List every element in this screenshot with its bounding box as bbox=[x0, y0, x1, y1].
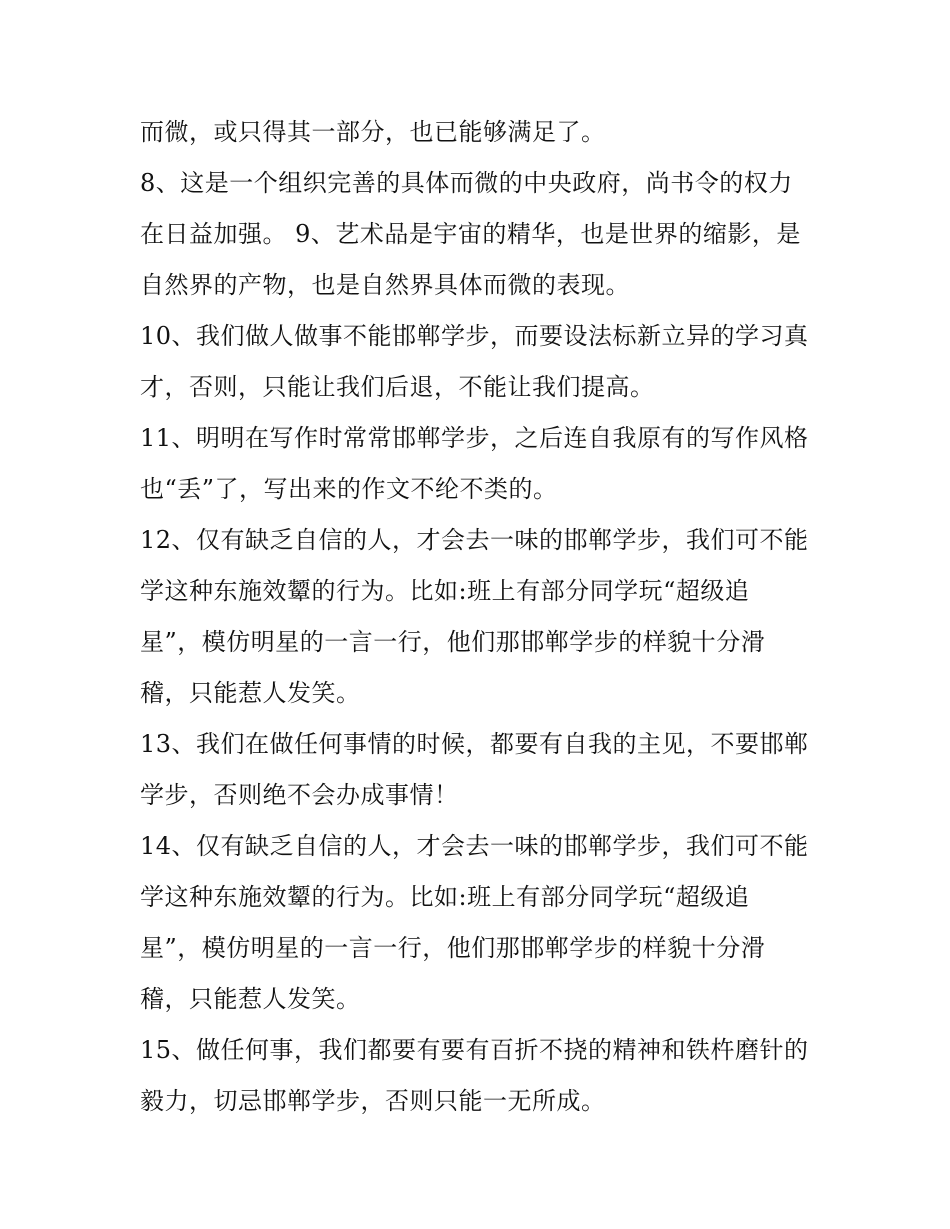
text-line: 稽，只能惹人发笑。 bbox=[140, 985, 361, 1013]
text-line: 14、仅有缺乏自信的人，才会去一味的邯郸学步，我们可不能 bbox=[140, 832, 809, 860]
text-line: 学这种东施效颦的行为。比如:班上有部分同学玩“超级追 bbox=[140, 883, 750, 911]
text-line: 而微，或只得其一部分，也已能够满足了。 bbox=[140, 118, 606, 146]
text-line: 才，否则，只能让我们后退，不能让我们提高。 bbox=[140, 373, 655, 401]
text-line: 12、仅有缺乏自信的人，才会去一味的邯郸学步，我们可不能 bbox=[140, 526, 809, 554]
text-line: 15、做任何事，我们都要有要有百折不挠的精神和铁杵磨针的 bbox=[140, 1036, 809, 1064]
text-line: 星”，模仿明星的一言一行，他们那邯郸学步的样貌十分滑 bbox=[140, 628, 766, 656]
text-line: 学步，否则绝不会办成事情！ bbox=[140, 781, 459, 809]
text-line: 星”，模仿明星的一言一行，他们那邯郸学步的样貌十分滑 bbox=[140, 934, 766, 962]
text-line: 自然界的产物，也是自然界具体而微的表现。 bbox=[140, 271, 630, 299]
text-line: 毅力，切忌邯郸学步，否则只能一无所成。 bbox=[140, 1087, 606, 1115]
document-body bbox=[140, 107, 820, 1127]
text-line: 稽，只能惹人发笑。 bbox=[140, 679, 361, 707]
text-line: 8、这是一个组织完善的具体而微的中央政府，尚书令的权力 bbox=[140, 169, 793, 197]
text-line: 学这种东施效颦的行为。比如:班上有部分同学玩“超级追 bbox=[140, 577, 750, 605]
text-line: 也“丢”了，写出来的作文不纶不类的。 bbox=[140, 475, 558, 503]
text-line: 13、我们在做任何事情的时候，都要有自我的主见，不要邯郸 bbox=[140, 730, 809, 758]
text-line: 11、明明在写作时常常邯郸学步，之后连自我原有的写作风格 bbox=[140, 424, 809, 452]
text-line: 在日益加强。 9、艺术品是宇宙的精华，也是世界的缩影，是 bbox=[140, 220, 801, 248]
text-line: 10、我们做人做事不能邯郸学步，而要设法标新立异的学习真 bbox=[140, 322, 809, 350]
